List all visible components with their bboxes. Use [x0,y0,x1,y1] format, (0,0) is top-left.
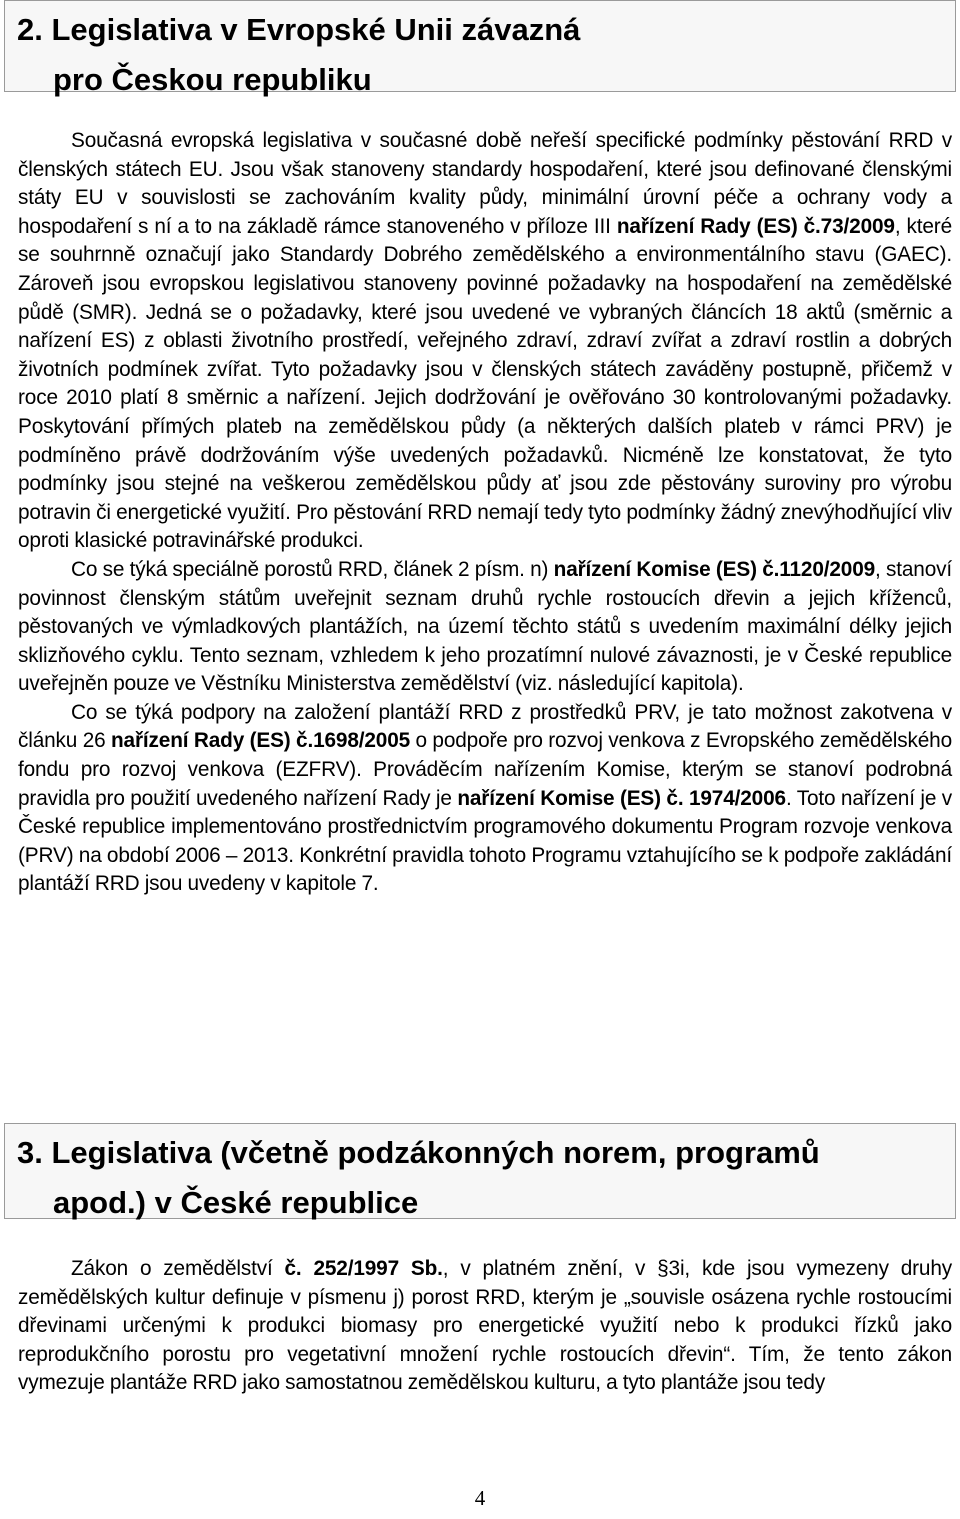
regulation-reference: nařízení Komise (ES) č. 1974/2006 [457,786,786,810]
section-3-heading [4,1123,956,1219]
section-2-heading-line-2: pro Českou republiku [53,62,372,97]
text: . Toto nařízení je v České republice implementováno prostřednictvím programového dokumentu Program rozvoje venkova (PRV) na období 2006 – 2013. Konkrétní pravidla tohoto Programu vztahujícího se k podpoře zakládání plantáží RRD jsou uvedeny v kapitole 7. [18,786,952,896]
section-3-body [18,1255,952,1398]
paragraph-agriculture-act [18,1255,952,1398]
paragraph-rrd-list [18,556,952,699]
section-3-heading-line-1: 3. Legislativa (včetně podzákonných norem, programů [17,1135,820,1170]
text: Co se týká speciálně porostů RRD, článek 2 písm. n) [71,557,554,581]
section-2-body [18,127,952,899]
regulation-reference: nařízení Komise (ES) č.1120/2009 [553,557,876,581]
page-number: 4 [474,1486,486,1510]
section-2-heading [4,0,956,97]
text: o podpoře pro rozvoj venkova z Evropského zemědělského fondu pro rozvoj venkova (EZFRV). Prováděcím nařízením Komise, kterým se stanoví podrobná pravidla pro použití uvedeného nařízení Rady je [18,729,952,810]
text: , stanoví povinnost členským státům uveřejnit seznam druhů rychle rostoucích dřevin a jejich kříženců, pěstovaných ve výmladkových plantážích, na území těchto států s uvedením maximální délky jejich sklizňového cyklu. Tento seznam, vzhledem k jeho prozatímní nulové závaznosti, je v České republice uveřejněn pouze ve Věstníku Ministerstva zemědělství (viz. následující kapitola). [18,557,952,696]
section-2-heading-line-1: 2. Legislativa v Evropské Unii závazná [17,12,581,47]
regulation-reference: nařízení Rady (ES) č.73/2009 [616,214,895,238]
text: Co se týká podpory na založení plantáží RRD z prostředků PRV, je tato možnost zakotvena v článku 26 [18,700,952,753]
text: Zákon o zemědělství [71,1257,285,1280]
text: , které se souhrnně označují jako Standardy Dobrého zemědělského a environmentálního stavu (GAEC). Zároveň jsou evropskou legislativou stanoveny povinné požadavky na hospodaření na zemědělské půdě (SMR). Jedná se o požadavky, které jsou uvedené ve vybraných článcích 18 aktů (směrnic a nařízení ES) z oblasti životního prostředí, veřejného zdraví, zdraví zvířat a zdraví rostlin a dobrých životních podmínek zvířat. Tyto požadavky jsou v členských státech zaváděny postupně, přičemž v roce 2010 platí 8 směrnic a nařízení. Jejich dodržování je ověřováno 30 kontrolovanými požadavky. Poskytování přímých plateb na zemědělskou půdy (a některých dalších plateb v rámci PRV) je podmíněno právě dodržováním výše uvedených požadavků. Nicméně lze konstatovat, že tyto podmínky jsou stejné na veškerou zemědělskou půdy ať jsou zde pěstovány suroviny pro výrobu potravin či energetické využití. Pro pěstování RRD nemají tedy tyto podmínky žádný znevýhodňující vliv oproti klasické potravinářské produkci. [18,214,952,553]
regulation-reference: nařízení Rady (ES) č.1698/2005 [111,729,411,753]
text: , v platném znění, v §3i, kde jsou vymezeny druhy zemědělských kultur definuje v písmenu j) porost RRD, kterým je „souvisle osázena rychle rostoucími dřevinami určenými k produkci biomasy pro energetické využití nebo k produkci řízků jako reprodukčního porostu pro vegetativní množení rychle rostoucích dřevin“. Tím, že tento zákon vymezuje plantáže RRD jako samostatnou zemědělskou kulturu, a tyto plantáže jsou tedy [18,1257,952,1395]
law-reference: č. 252/1997 Sb. [284,1257,443,1280]
section-3-heading-line-2: apod.) v České republice [53,1185,419,1220]
paragraph-standards [18,127,952,556]
text: Současná evropská legislativa v současné době neřeší specifické podmínky pěstování RRD v členských státech EU. Jsou však stanoveny standardy hospodaření, které jsou definované členskými státy EU v souvislosti se zachováním kvality půdy, minimální úrovní péče a ochrany vody a hospodaření s ní a to na základě rámce stanoveného v příloze III [18,129,952,238]
paragraph-prv-support [18,699,952,899]
